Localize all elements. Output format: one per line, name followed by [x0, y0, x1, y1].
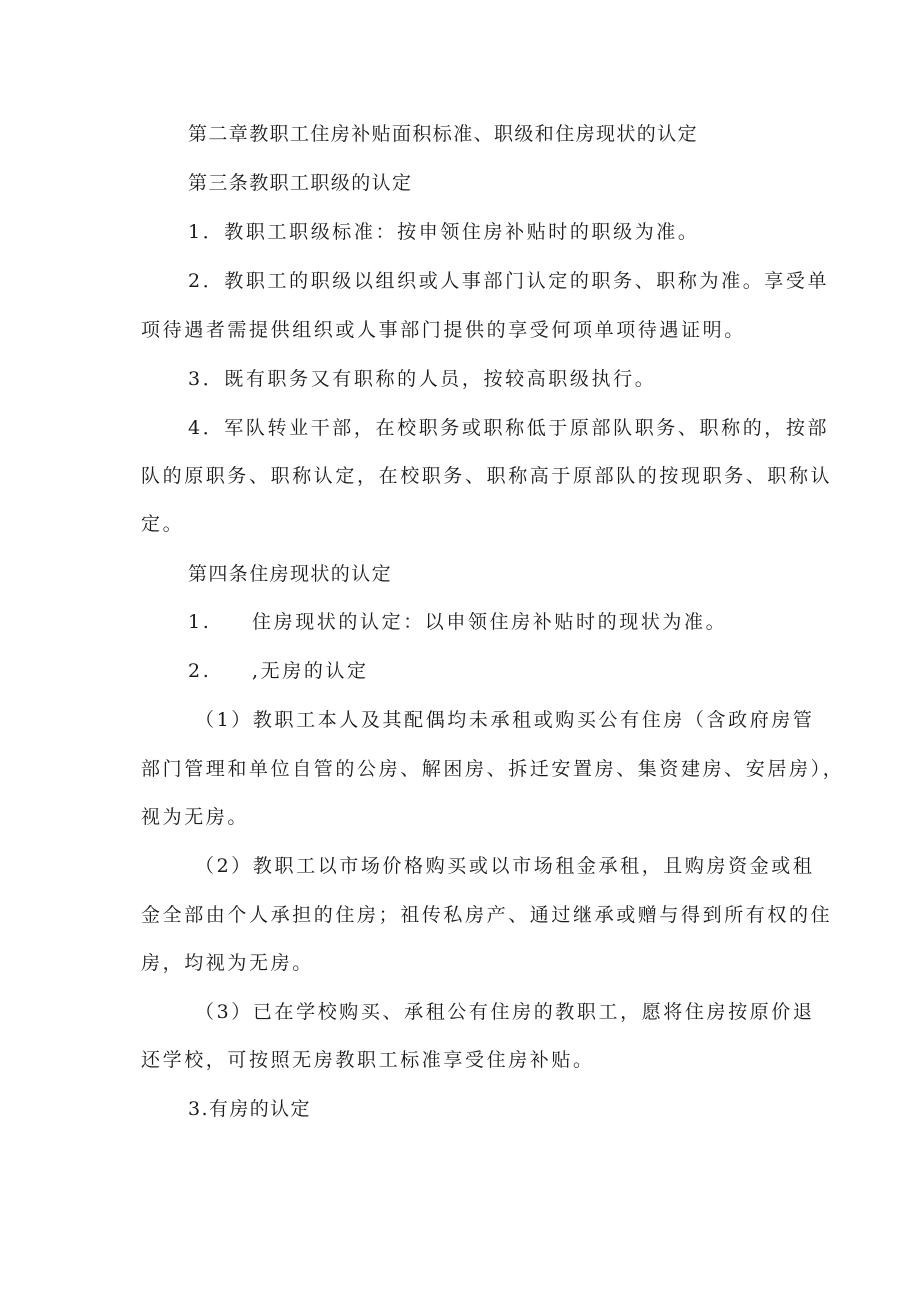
article-4-sub-2-line-1: （2）教职工以市场价格购买或以市场租金承租，且购房资金或租 — [195, 855, 815, 877]
article-4-item-2-text: ,无房的认定 — [252, 660, 369, 682]
article-3-item-2-line-2: 项待遇者需提供组织或人事部门提供的享受何项单项待遇证明。 — [141, 319, 746, 341]
article-4-sub-1-line-3: 视为无房。 — [141, 806, 250, 828]
article-3-item-4-line-2: 队的原职务、职称认定，在校职务、职称高于原部队的按现职务、职称认 — [141, 465, 833, 487]
article-4-heading: 第四条住房现状的认定 — [188, 563, 393, 585]
article-4-sub-2-line-3: 房，均视为无房。 — [141, 952, 314, 974]
article-4-item-3: 3.有房的认定 — [188, 1098, 311, 1120]
article-4-item-1-number: 1. — [188, 611, 212, 633]
article-4-sub-3-line-2: 还学校，可按照无房教职工标准享受住房补贴。 — [141, 1049, 595, 1071]
article-4-sub-2-line-2: 金全部由个人承担的住房；祖传私房产、通过继承或赠与得到所有权的住 — [141, 904, 833, 926]
article-4-item-1-text: 住房现状的认定：以申领住房补贴时的现状为准。 — [252, 611, 728, 633]
article-3-item-1: 1．教职工职级标准：按申领住房补贴时的职级为准。 — [188, 221, 700, 243]
article-3-item-2-line-1: 2．教职工的职级以组织或人事部门认定的职务、职称为准。享受单 — [188, 270, 830, 292]
article-3-heading: 第三条教职工职级的认定 — [188, 172, 413, 194]
article-3-item-4-line-3: 定。 — [141, 513, 185, 535]
article-4-item-2-number: 2. — [188, 660, 212, 682]
article-3-item-3: 3．既有职务又有职称的人员，按较高职级执行。 — [188, 368, 657, 390]
article-3-item-4-line-1: 4．军队转业干部，在校职务或职称低于原部队职务、职称的，按部 — [188, 417, 830, 439]
chapter-heading: 第二章教职工住房补贴面积标准、职级和住房现状的认定 — [188, 123, 699, 145]
article-4-sub-1-line-1: （1）教职工本人及其配偶均未承租或购买公有住房（含政府房管 — [195, 709, 815, 731]
article-4-sub-3-line-1: （3）已在学校购买、承租公有住房的教职工，愿将住房按原价退 — [195, 1001, 815, 1023]
article-4-sub-1-line-2: 部门管理和单位自管的公房、解困房、拆迁安置房、集资建房、安居房）， — [141, 758, 845, 780]
